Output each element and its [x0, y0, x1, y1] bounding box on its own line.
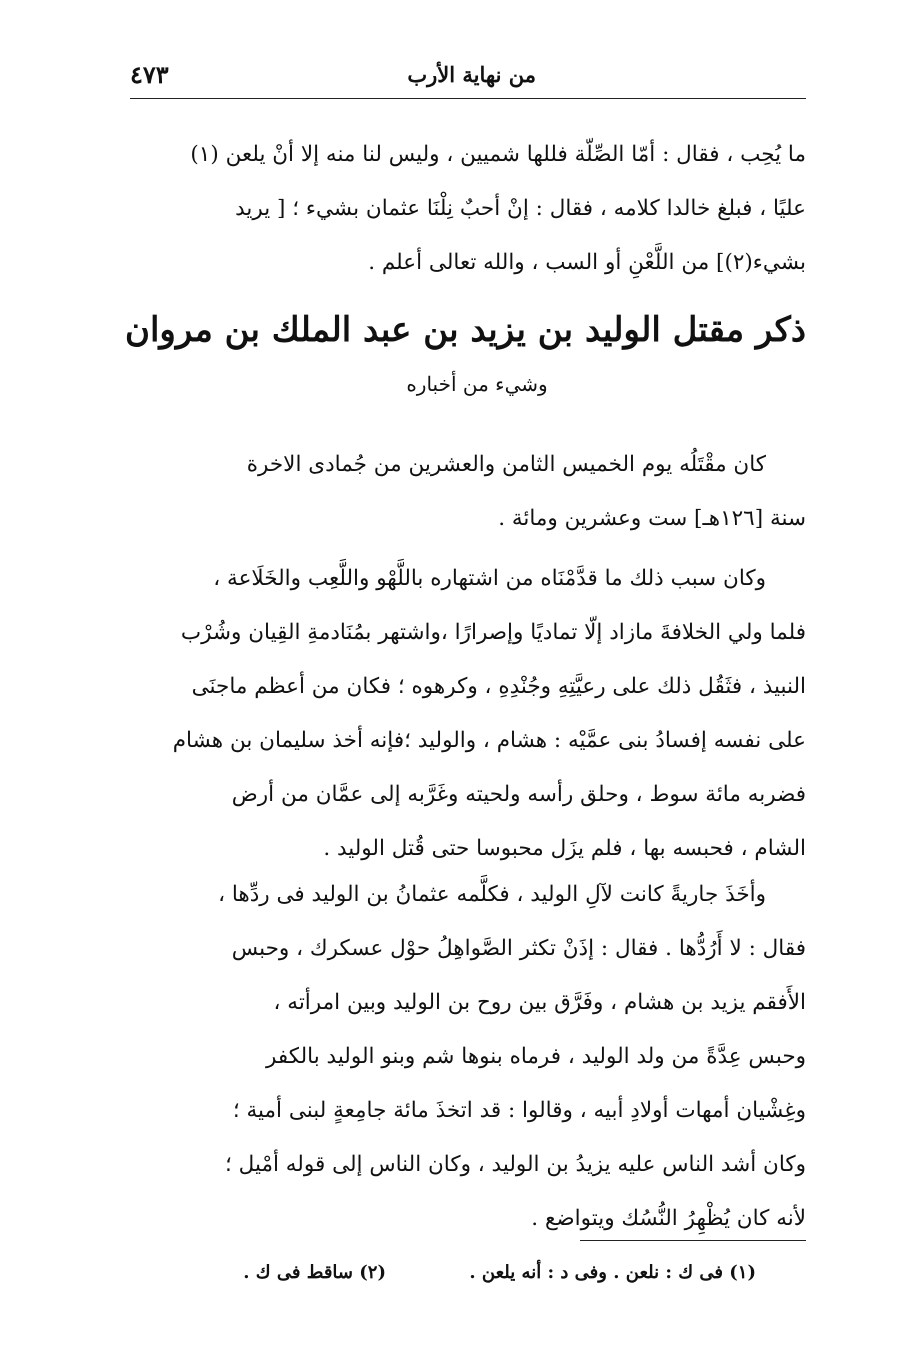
- page-number: ٤٧٣: [130, 60, 169, 89]
- text-line: وكان سبب ذلك ما قدَّمْنَاه من اشتهاره باللَّهْو واللَّعِب والخَلَاعة ،: [213, 566, 766, 591]
- footnote-rule: [580, 1240, 806, 1241]
- text-line: الشام ، فحبسه بها ، فلم يزَل محبوسا حتى قُتل الوليد .: [323, 836, 806, 861]
- paragraph-slave-girl: [148, 868, 806, 1246]
- page-header: [130, 58, 806, 98]
- text-line: كان مقْتَلُه يوم الخميس الثامن والعشرين من جُمادى الاخرة: [246, 452, 766, 477]
- text-line: عليًا ، فبلغ خالدا كلامه ، فقال : إنْ أحبٌ نِلْنَا عثمان بشيء ؛ [ يريد: [235, 196, 806, 221]
- text-line: وغِشْيان أمهات أولادِ أبيه ، وقالوا : قد اتخذَ مائة جامِعةٍ لبنى أمية ؛: [232, 1098, 806, 1123]
- intro-paragraph: [148, 128, 806, 290]
- text-line: فلما ولي الخلافةَ مازاد إلّا تماديًا وإصرارًا ،واشتهر بمُنَادمةِ القِيان وشُرْب: [180, 620, 806, 645]
- text-line: وكان أشد الناس عليه يزيدُ بن الوليد ، وكان الناس إلى قوله أمْيل ؛: [225, 1152, 806, 1177]
- section-title: ذكر مقتل الوليد بن يزيد بن عبد الملك بن مروان: [124, 310, 806, 350]
- text-line: لأنه كان يُظْهِرُ النُّسُك ويتواضع .: [531, 1206, 806, 1231]
- text-line: سنة [١٢٦هـ] ست وعشرين ومائة .: [498, 506, 806, 531]
- section-subtitle: وشيء من أخباره: [406, 372, 548, 396]
- text-line: وأخَذَ جاريةً كانت لآلِ الوليد ، فكلَّمه عثمانُ بن الوليد فى ردِّها ،: [218, 882, 766, 907]
- running-title: من نهاية الأرب: [407, 62, 536, 87]
- text-line: ما يُحِب ، فقال : أمّا الصِّلّة فللها شميين ، وليس لنا منه إلا أنْ يلعن (١): [190, 142, 806, 167]
- footnote-1: (١) فى ك : نلعن . وفى د : أنه يلعن .: [469, 1262, 756, 1283]
- text-line: وحبس عِدَّةً من ولد الوليد ، فرماه بنوها شم وبنو الوليد بالكفر: [266, 1044, 806, 1069]
- footnote-2: (٢) ساقط فى ك .: [243, 1262, 386, 1283]
- header-rule: [130, 98, 806, 99]
- text-line: الأَفقم يزيد بن هشام ، وفَرَّق بين روح بن الوليد وبين امرأته ،: [273, 990, 806, 1015]
- text-line: فقال : لا أَرُدُّها . فقال : إذَنْ تكثر الصَّواهِلُ حوْل عسكرك ، وحبس: [231, 936, 806, 961]
- text-line: النبيذ ، فثَقُل ذلك على رعيَّتِهِ وجُنْدِهِ ، وكرهوه ؛ فكان من أعظم ماجنَى: [191, 674, 806, 699]
- text-line: على نفسه إفسادُ بنى عمَّيْه : هشام ، والوليد ؛فإنه أخذ سليمان بن هشام: [172, 728, 806, 753]
- paragraph-date-of-death: [148, 438, 806, 546]
- paragraph-cause: [148, 552, 806, 876]
- text-line: فضربه مائة سوط ، وحلق رأسه ولحيته وغَرَّبه إلى عمَّان من أرض: [231, 782, 806, 807]
- text-line: بشيء(٢)] من اللَّعْنِ أو السب ، والله تعالى أعلم .: [368, 250, 806, 275]
